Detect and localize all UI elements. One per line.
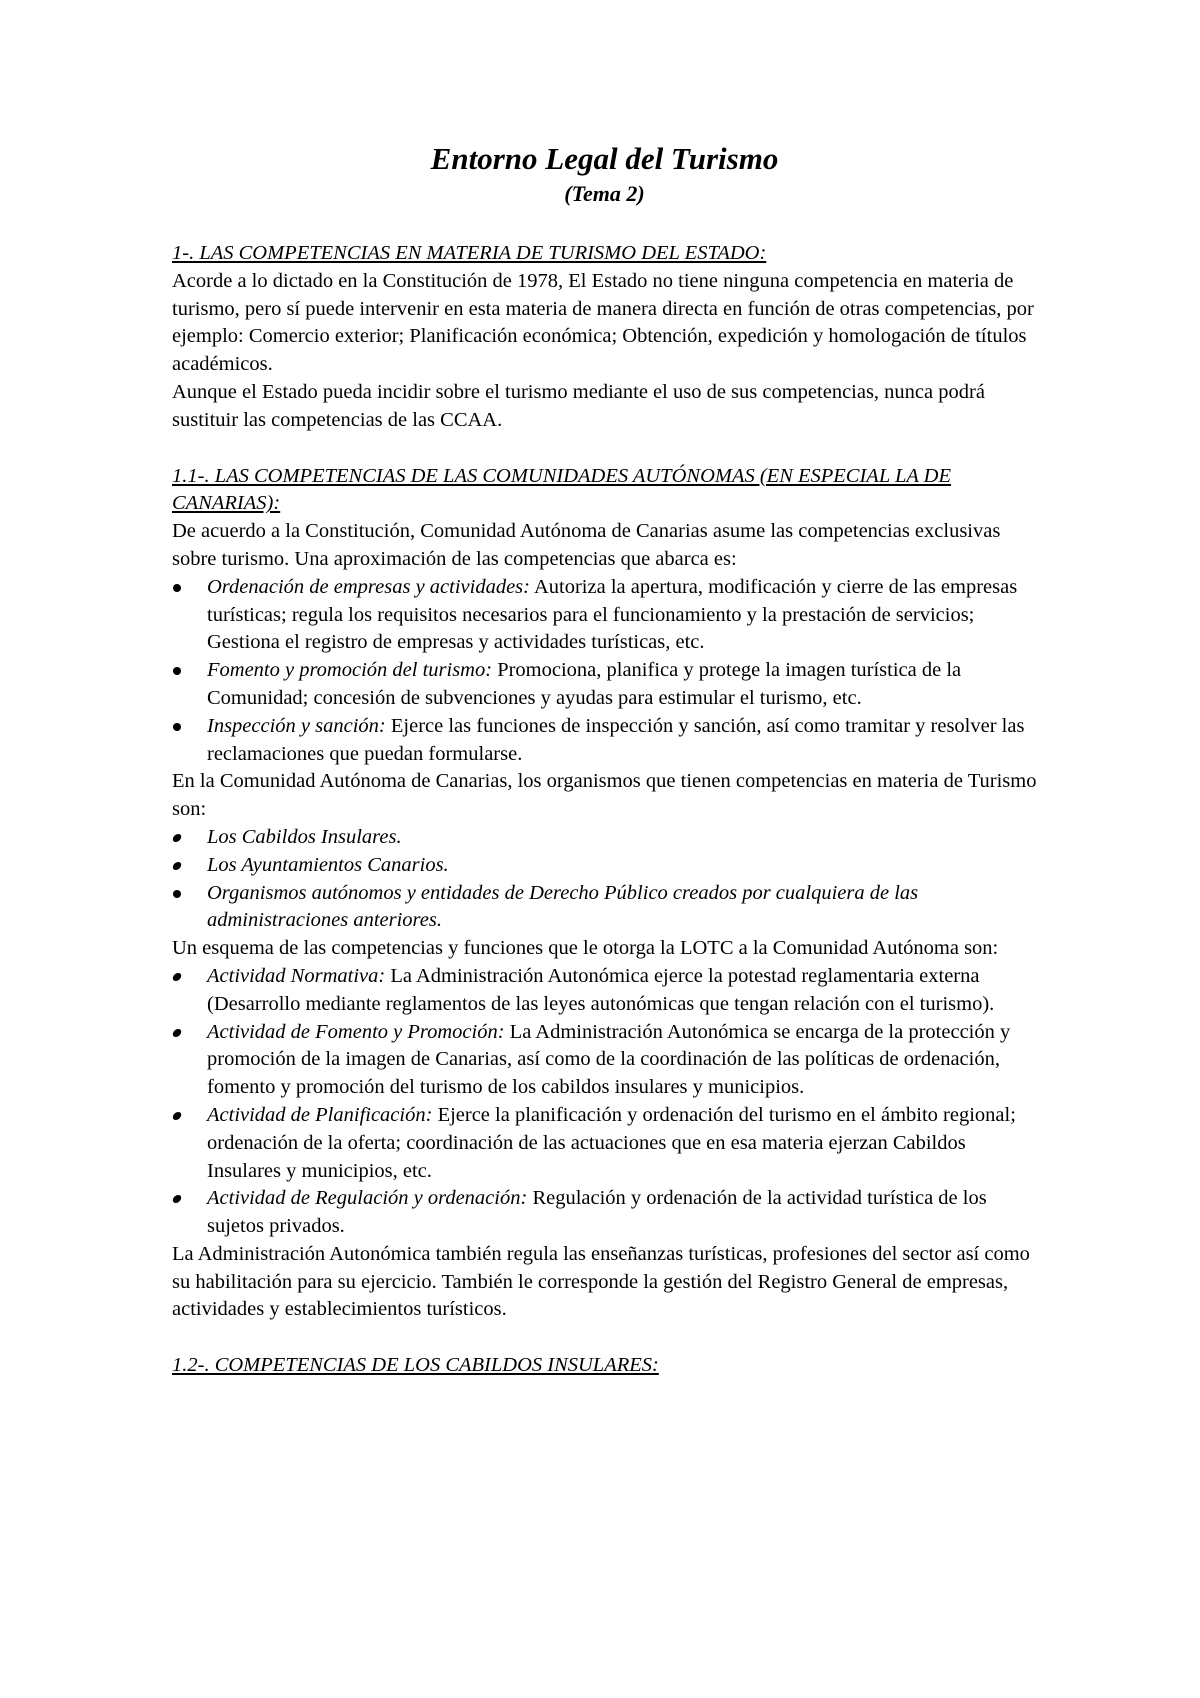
list-item [172,713,1037,769]
list-item-text: Ejerce la planificación y ordenación del turismo en el ámbito regional; ordenación de la oferta; coordinación de las actuaciones que en esa materia ejerzan Cabildos Insulares y municipios, etc. [207,1103,1016,1182]
list-item-term: Actividad de Regulación y ordenación: [207,1187,528,1210]
competencias-list [172,574,1037,769]
list-item-term: Actividad de Planificación: [207,1103,433,1126]
list-item-text: Autoriza la apertura, modificación y cierre de las empresas turísticas; regula los requisitos necesarios para el funcionamiento y la prestación de servicios; Gestiona el registro de empresas y actividades turísticas, etc. [207,575,1018,654]
document-subtitle: (Tema 2) [564,181,645,206]
list-item [172,852,1037,880]
section-heading-1: 1-. LAS COMPETENCIAS EN MATERIA DE TURISMO DEL ESTADO: [172,242,767,264]
list-item [172,963,1037,1019]
organismos-list [172,824,1037,935]
list-item [172,824,1037,852]
list-item-term: Inspección y sanción: [207,714,386,737]
bullet-icon [172,834,183,842]
bullet-icon [172,1029,183,1037]
bullet-icon [172,1112,183,1120]
list-item-text: La Administración Autonómica se encarga de la protección y promoción de la imagen de Canarias, así como de la coordinación de las políticas de ordenación, fomento y promoción del turismo de los cabildos insulares y municipios. [207,1020,1011,1099]
bullet-icon [172,973,183,981]
paragraph: La Administración Autonómica también regula las enseñanzas turísticas, profesiones del sector así como su habilitación para su ejercicio. También le corresponde la gestión del Registro General de empresas, actividades y establecimientos turísticos. [172,1242,1030,1321]
paragraph: De acuerdo a la Constitución, Comunidad Autónoma de Canarias asume las competencias exclusivas sobre turismo. Una aproximación de las competencias que abarca es: [172,520,1001,570]
list-item-text: La Administración Autonómica ejerce la potestad reglamentaria externa (Desarrollo mediante reglamentos de las leyes autonómicas que tengan relación con el turismo). [207,964,995,1015]
list-item-text: Organismos autónomos y entidades de Derecho Público creados por cualquiera de las administraciones anteriores. [207,881,919,932]
paragraph: Aunque el Estado pueda incidir sobre el turismo mediante el uso de sus competencias, nunca podrá sustituir las competencias de las CCAA. [172,380,985,431]
list-item-text: Los Ayuntamientos Canarios. [207,853,449,876]
list-item [172,1019,1037,1102]
bullet-icon [173,723,181,731]
list-item-text: Regulación y ordenación de la actividad turística de los sujetos privados. [207,1187,987,1238]
list-item [172,1102,1037,1185]
list-item-term: Actividad Normativa: [207,964,386,987]
document-title: Entorno Legal del Turismo [430,141,779,176]
list-item-term: Ordenación de empresas y actividades: [207,575,530,598]
paragraph: Acorde a lo dictado en la Constitución de 1978, El Estado no tiene ninguna competencia en materia de turismo, pero sí puede intervenir en esta materia de manera directa en función de otras competencias, por ejemplo: Comercio exterior; Planificación económica; Obtención, expedición y homologación de títulos académicos. [172,269,1034,376]
list-item [172,880,1037,936]
list-item-text: Promociona, planifica y protege la imagen turística de la Comunidad; concesión de subvenciones y ayudas para estimular el turismo, etc. [207,659,962,709]
section-heading-1-2: 1.2-. COMPETENCIAS DE LOS CABILDOS INSULARES: [172,1354,659,1377]
bullet-icon [173,667,181,675]
bullet-icon [173,890,181,898]
list-item-text: Ejerce las funciones de inspección y sanción, así como tramitar y resolver las reclamaciones que puedan formularse. [207,714,1025,765]
list-item [172,657,1037,713]
paragraph: En la Comunidad Autónoma de Canarias, los organismos que tienen competencias en materia de Turismo son: [172,770,1037,821]
bullet-icon [172,1195,183,1203]
esquema-list [172,963,1037,1241]
list-item-term: Fomento y promoción del turismo: [207,659,493,682]
document-body [172,141,1037,1380]
paragraph: Un esquema de las competencias y funciones que le otorga la LOTC a la Comunidad Autónoma son: [172,937,999,960]
list-item-text: Los Cabildos Insulares. [207,825,402,848]
list-item-term: Actividad de Fomento y Promoción: [207,1020,505,1043]
section-heading-1-1: 1.1-. LAS COMPETENCIAS DE LAS COMUNIDADES AUTÓNOMAS (EN ESPECIAL LA DE CANARIAS): [172,464,951,515]
bullet-icon [173,584,181,592]
list-item [172,1185,1037,1241]
bullet-icon [172,862,183,870]
list-item [172,574,1037,657]
